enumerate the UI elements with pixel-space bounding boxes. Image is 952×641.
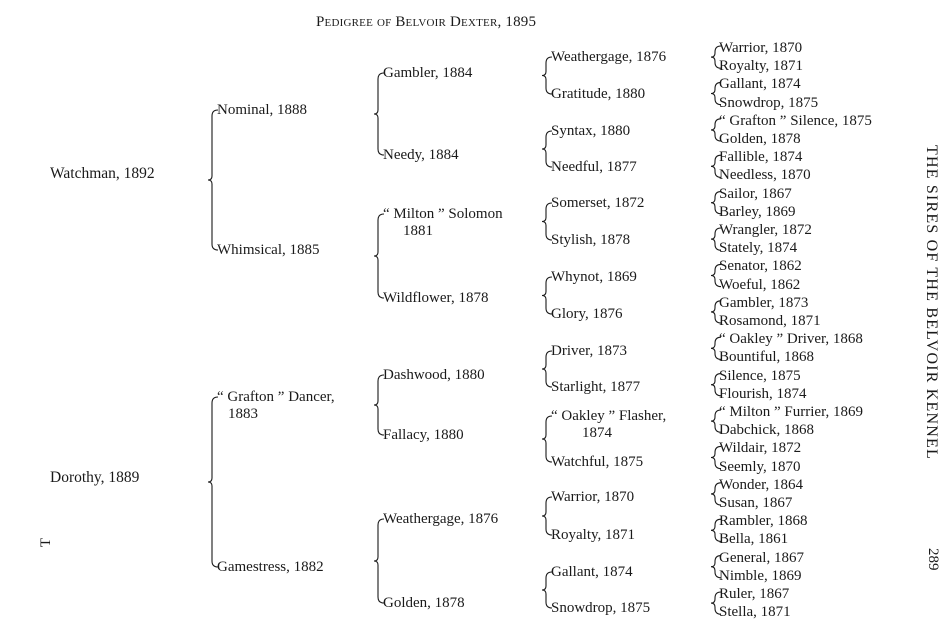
gen3-name: Dashwood, 1880 [383,367,485,383]
gen3-name-cont: 1881 [403,223,433,239]
gen5-name: Sailor, 1867 [719,185,792,202]
gen5-name: Senator, 1862 [719,258,802,275]
gen5-name: Bountiful, 1868 [719,349,815,366]
gen5-name: General, 1867 [719,549,804,566]
gen3-name: Wildflower, 1878 [383,290,489,306]
gen4-name: Syntax, 1880 [551,123,631,139]
gen3-name: Needy, 1884 [383,147,459,163]
gen5-name: Nimble, 1869 [719,567,802,584]
gen3-name: Fallacy, 1880 [383,427,464,443]
gen4-name: Glory, 1876 [551,306,623,322]
gen2-name: Whimsical, 1885 [217,242,320,258]
gen5-name: Stella, 1871 [719,604,791,621]
gen4-name: Warrior, 1870 [551,489,635,505]
gen5-name: Royalty, 1871 [719,58,804,75]
brace-gen2-dam [208,397,218,567]
gen3-name: Golden, 1878 [383,595,465,611]
gen5-name: Bella, 1861 [719,531,789,548]
page-title: Pedigree of Belvoir Dexter, 1895 [316,14,537,30]
gen2-name: Gamestress, 1882 [217,559,324,575]
brace-gen3 [374,375,384,435]
gen5-name: Wildair, 1872 [719,440,802,457]
gen4-name: Needful, 1877 [551,159,637,175]
gen5-name: Rosamond, 1871 [719,313,821,329]
brace-gen3 [374,73,384,155]
gen4-name: Driver, 1873 [551,343,628,359]
gen5-name: “ Grafton ” Silence, 1875 [719,112,872,129]
gen5-name: Warrior, 1870 [719,40,803,56]
dam-name: Dorothy, 1889 [50,469,140,486]
gen4-name: Weathergage, 1876 [551,49,667,65]
gen5-name: Ruler, 1867 [719,586,790,602]
gen5-name: Flourish, 1874 [719,385,807,402]
gen5-name: “ Oakley ” Driver, 1868 [719,331,863,348]
gen5-name: Needless, 1870 [719,167,811,184]
gen3-name: Gambler, 1884 [383,65,473,81]
gen5-name: Susan, 1867 [719,495,793,511]
gen2-name: Nominal, 1888 [217,102,307,118]
gen3-name: Weathergage, 1876 [383,511,499,527]
gen5-name: Wonder, 1864 [719,476,804,493]
gen5-name: Dabchick, 1868 [719,422,814,439]
gen4-name: Snowdrop, 1875 [551,600,651,616]
gen5-name: Gambler, 1873 [719,294,809,311]
sire-name: Watchman, 1892 [50,165,155,182]
gen5-name: Gallant, 1874 [719,76,801,93]
brace-gen3 [374,519,384,603]
gen2-name: “ Grafton ” Dancer, [217,389,335,405]
gen5-name: Silence, 1875 [719,367,801,384]
gen5-name: Golden, 1878 [719,131,801,147]
running-head-vertical: THE SIRES OF THE BELVOIR KENNEL [923,145,940,460]
gen4-name: Watchful, 1875 [551,454,644,470]
gen5-name: Rambler, 1868 [719,513,808,530]
gen4-name-cont: 1874 [582,425,612,441]
gen5-name: Stately, 1874 [719,240,798,257]
gen2-name-cont: 1883 [228,406,258,422]
gen4-name: “ Oakley ” Flasher, [551,408,667,424]
brace-gen2-sire [208,110,218,250]
gen5-name: Seemly, 1870 [719,458,801,475]
gen4-name: Royalty, 1871 [551,527,636,543]
gen4-name: Somerset, 1872 [551,195,645,211]
gen4-name: Stylish, 1878 [551,232,631,248]
gen3-name: “ Milton ” Solomon [383,206,503,222]
gen5-name: Fallible, 1874 [719,149,803,166]
gen5-name: Wrangler, 1872 [719,222,812,238]
margin-signature-mark: T [38,537,55,548]
gen5-name: Snowdrop, 1875 [719,94,819,111]
gen4-name: Starlight, 1877 [551,379,641,395]
gen4-name: Gallant, 1874 [551,564,633,580]
page-number: 289 [925,548,941,571]
gen4-name: Gratitude, 1880 [551,86,646,102]
gen5-name: Barley, 1869 [719,203,796,220]
gen5-name: Woeful, 1862 [719,276,801,293]
gen4-name: Whynot, 1869 [551,269,637,285]
gen5-name: “ Milton ” Furrier, 1869 [719,404,863,420]
brace-gen3 [374,214,384,298]
